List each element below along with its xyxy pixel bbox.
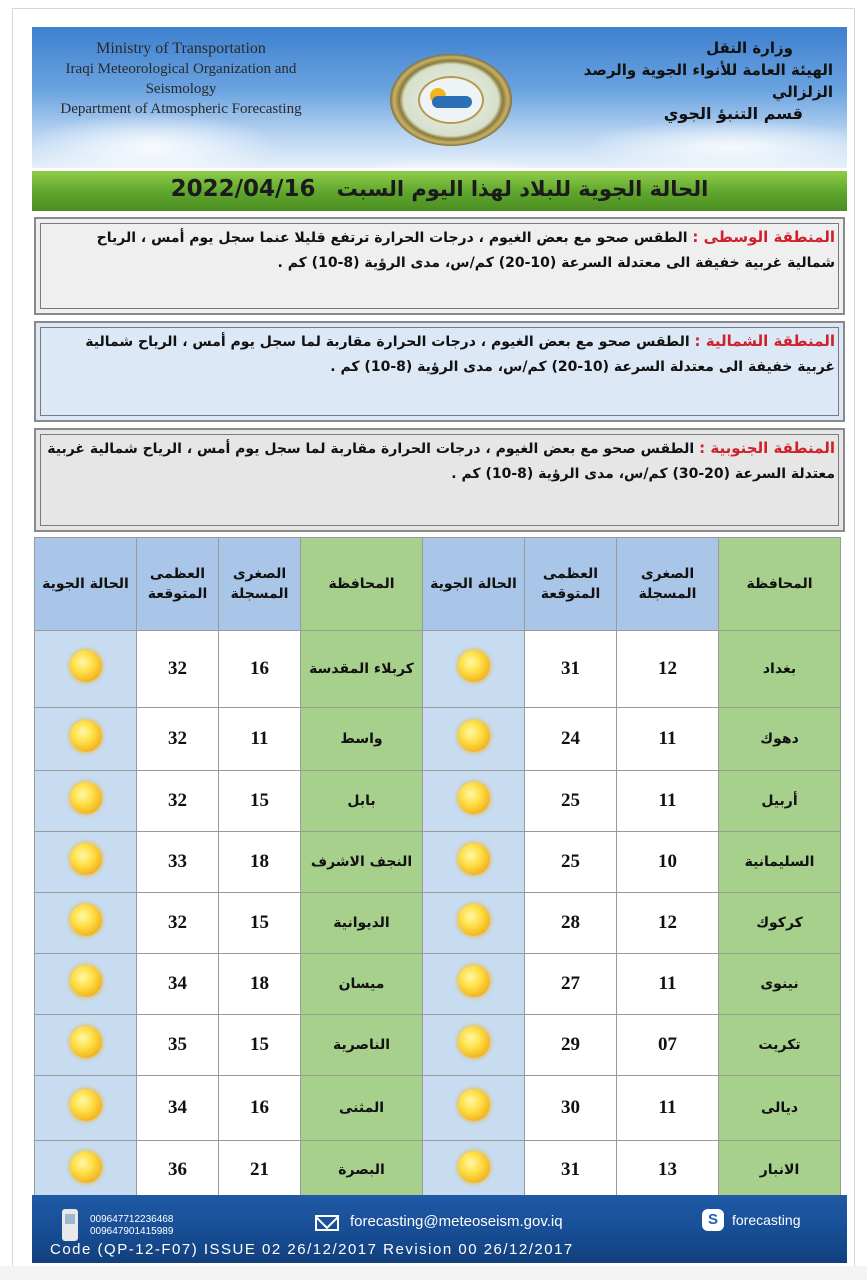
sun-icon [458,1026,490,1058]
governorate-cell: كربلاء المقدسة [301,631,423,708]
region-central-name: المنطقة الوسطى : [692,228,835,246]
department-name-en: Department of Atmospheric Forecasting [60,101,302,117]
min-temp-cell: 12 [617,893,719,954]
max-temp-cell: 31 [525,1141,617,1200]
organization-name-ar: الهيئة العامة للأنواء الجوية والرصد الزلزالي [583,61,833,101]
table-row [35,708,841,771]
min-temp-cell: 15 [219,771,301,832]
weather-cell [35,1076,137,1141]
max-temp-cell: 24 [525,708,617,771]
governorate-cell: الانبار [719,1141,841,1200]
min-temp-cell: 16 [219,1076,301,1141]
min-temp-cell: 11 [617,771,719,832]
governorate-cell: واسط [301,708,423,771]
min-temp-cell: 11 [617,708,719,771]
weather-cell [35,708,137,771]
phone-icon [62,1209,78,1241]
region-south-text [46,436,835,487]
table-row [35,631,841,708]
max-temp-cell: 31 [525,631,617,708]
governorate-cell: دهوك [719,708,841,771]
weather-cell [423,832,525,893]
min-temp-cell: 15 [219,1015,301,1076]
footer-skype: forecasting [732,1212,801,1228]
weather-cell [423,1015,525,1076]
min-temp-cell: 13 [617,1141,719,1200]
logo-emblem [418,76,484,124]
region-central-description: الطقس صحو مع بعض الغيوم ، درجات الحرارة ترتفع قليلا عنما سجل يوم أمس ، الرياح شمالية غربية خفيفة الى معتدلة السرعة (10-20) كم/س، مدى الرؤية (8-10) كم . [96,230,835,271]
table-row [35,1015,841,1076]
table-row [35,1076,841,1141]
governorate-cell: الديوانية [301,893,423,954]
min-temp-cell: 07 [617,1015,719,1076]
weather-cell [423,708,525,771]
max-temp-cell: 32 [137,708,219,771]
weather-cell [423,771,525,832]
table-row [35,1141,841,1200]
skype-icon: S [702,1209,724,1231]
organization-name-en: Iraqi Meteorological Organization and Seismology [65,61,297,97]
governorate-cell: ديالى [719,1076,841,1141]
table-header-row [35,538,841,631]
governorate-cell: ميسان [301,954,423,1015]
header-arabic [573,37,833,125]
weather-cell [35,631,137,708]
max-temp-cell: 30 [525,1076,617,1141]
governorate-cell: المثنى [301,1076,423,1141]
footer-phones [90,1214,173,1238]
governorate-cell: بغداد [719,631,841,708]
header-banner [32,27,847,168]
min-temp-cell: 11 [617,1076,719,1141]
sun-icon [458,650,490,682]
bottom-strip [0,1266,867,1280]
governorate-cell: أربيل [719,771,841,832]
max-temp-cell: 25 [525,771,617,832]
weather-cell [423,1076,525,1141]
region-central [34,217,845,315]
footer [32,1195,847,1263]
weather-cell [423,631,525,708]
logo-cloud-icon [432,96,472,108]
governorate-cell: السليمانية [719,832,841,893]
max-temp-cell: 32 [137,771,219,832]
region-south [34,428,845,532]
min-temp-cell: 18 [219,832,301,893]
max-temp-cell: 27 [525,954,617,1015]
sun-icon [70,843,102,875]
weather-cell [35,893,137,954]
governorate-cell: نينوى [719,954,841,1015]
sun-icon [458,720,490,752]
governorate-cell: البصرة [301,1141,423,1200]
forecast-table [34,537,841,1200]
governorate-cell: بابل [301,771,423,832]
header-weather-left: الحالة الجوية [35,538,137,631]
min-temp-cell: 11 [617,954,719,1015]
department-name-ar: قسم التنبؤ الجوي [663,104,803,123]
region-central-text [46,225,835,276]
min-temp-cell: 10 [617,832,719,893]
max-temp-cell: 25 [525,832,617,893]
weather-cell [35,954,137,1015]
weather-cell [35,1015,137,1076]
table-row [35,771,841,832]
weather-cell [35,832,137,893]
header-max-left: العظمى المتوقعة [137,538,219,631]
header-weather-right: الحالة الجوية [423,538,525,631]
organization-logo [390,54,512,146]
region-north [34,321,845,422]
weather-cell [35,771,137,832]
region-north-name: المنطقة الشمالية : [694,332,835,350]
governorate-cell: كركوك [719,893,841,954]
governorate-cell: النجف الاشرف [301,832,423,893]
header-governorate-right: المحافظة [719,538,841,631]
max-temp-cell: 34 [137,1076,219,1141]
sun-icon [70,965,102,997]
header-governorate-left: المحافظة [301,538,423,631]
max-temp-cell: 29 [525,1015,617,1076]
max-temp-cell: 34 [137,954,219,1015]
region-north-text [46,329,835,380]
governorate-cell: تكريت [719,1015,841,1076]
min-temp-cell: 12 [617,631,719,708]
min-temp-cell: 21 [219,1141,301,1200]
header-max-right: العظمى المتوقعة [525,538,617,631]
region-north-description: الطقس صحو مع بعض الغيوم ، درجات الحرارة مقاربة لما سجل يوم أمس ، الرياح شمالية غربية خفيفة الى معتدلة السرعة (10-20) كم/س، مدى الرؤية (8-10) كم . [85,334,835,375]
table-row [35,893,841,954]
document-code: Code (QP-12-F07) ISSUE 02 26/12/2017 Revision 00 26/12/2017 [50,1241,574,1258]
header-english [46,39,316,119]
weather-cell [423,1141,525,1200]
sun-icon [70,1151,102,1183]
phone-number: 009647712236468 [90,1214,174,1225]
sun-icon [458,843,490,875]
sun-icon [70,782,102,814]
sun-icon [70,1026,102,1058]
ministry-name-en: Ministry of Transportation [96,40,266,57]
sun-icon [70,650,102,682]
ministry-name-ar: وزارة النقل [706,39,793,57]
header-min-right: الصغرى المسجلة [617,538,719,631]
sun-icon [70,904,102,936]
min-temp-cell: 16 [219,631,301,708]
sun-icon [458,782,490,814]
title-bar [32,171,847,211]
sun-icon [458,965,490,997]
table-row [35,954,841,1015]
region-south-name: المنطقة الجنوبية : [699,439,835,457]
weather-cell [423,893,525,954]
min-temp-cell: 15 [219,893,301,954]
max-temp-cell: 28 [525,893,617,954]
min-temp-cell: 18 [219,954,301,1015]
region-south-description: الطقس صحو مع بعض الغيوم ، درجات الحرارة مقاربة لما سجل يوم أمس ، الرياح شمالية غربية معتدلة السرعة (20-30) كم/س، مدى الرؤية (8-10) كم . [47,441,835,482]
max-temp-cell: 32 [137,631,219,708]
header-min-left: الصغرى المسجلة [219,538,301,631]
page-title [32,176,847,202]
title-label: الحالة الجوية للبلاد لهذا اليوم السبت [336,177,709,201]
sun-icon [70,720,102,752]
footer-email: forecasting@meteoseism.gov.iq [350,1213,563,1230]
sun-icon [70,1089,102,1121]
sun-icon [458,904,490,936]
max-temp-cell: 32 [137,893,219,954]
phone-number: 009647901415989 [90,1226,174,1237]
sun-icon [458,1151,490,1183]
min-temp-cell: 11 [219,708,301,771]
max-temp-cell: 35 [137,1015,219,1076]
max-temp-cell: 33 [137,832,219,893]
weather-cell [35,1141,137,1200]
title-date: 2022/04/16 [170,176,316,202]
governorate-cell: الناصرية [301,1015,423,1076]
sun-icon [458,1089,490,1121]
email-icon [315,1215,339,1231]
weather-cell [423,954,525,1015]
table-row [35,832,841,893]
max-temp-cell: 36 [137,1141,219,1200]
